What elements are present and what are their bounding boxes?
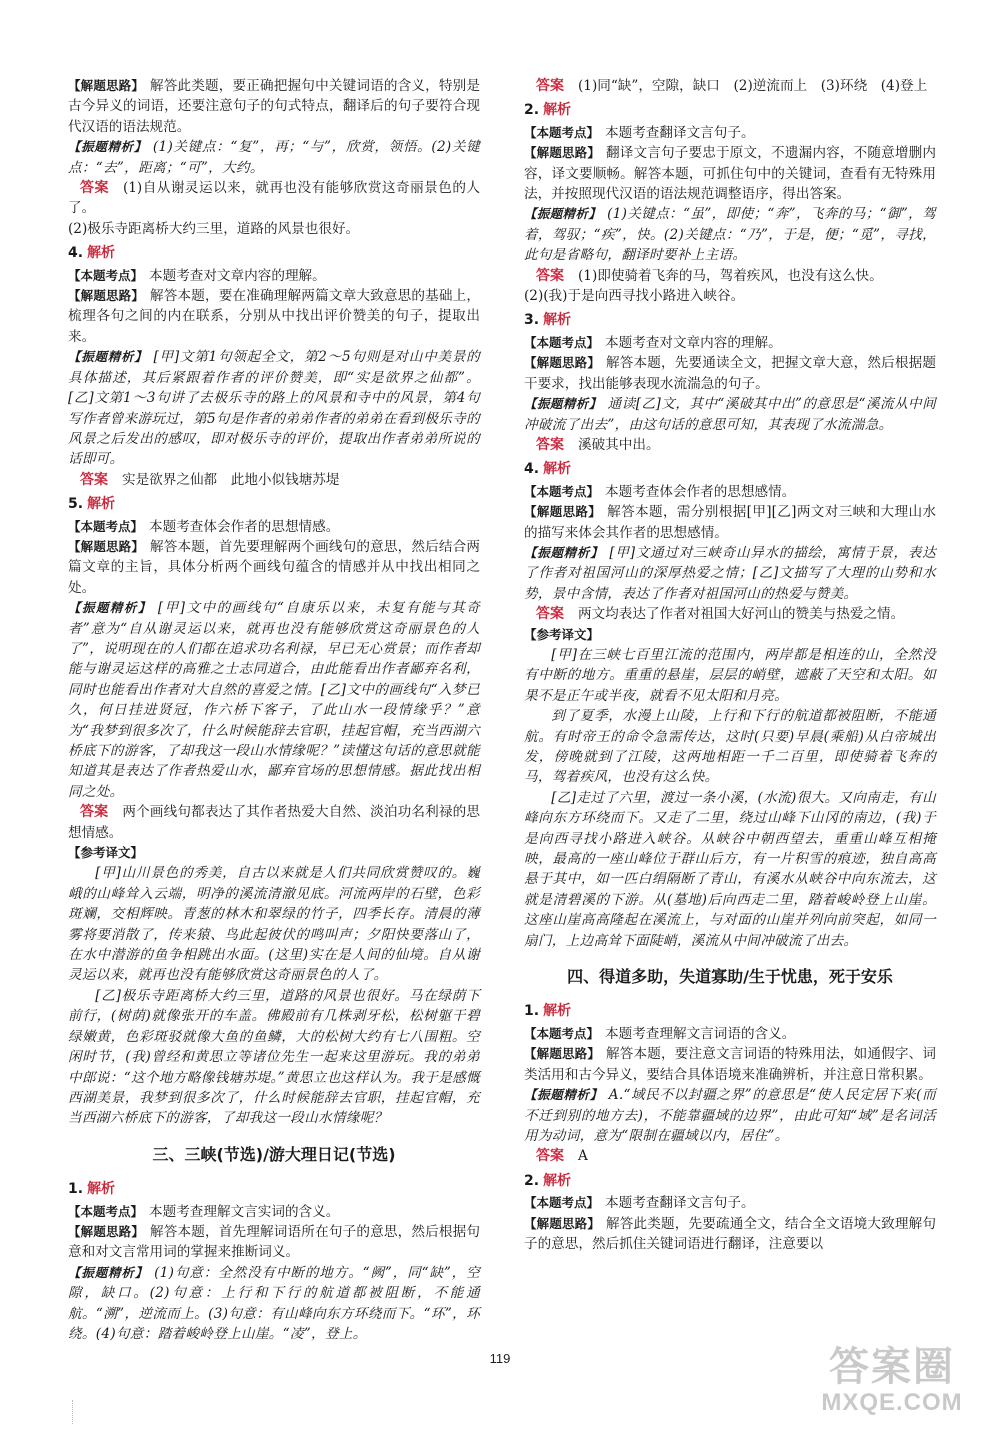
section-paragraph: [524, 482, 936, 502]
section-tag: 【解题思路】: [524, 1046, 600, 1062]
question-number: 3.: [524, 312, 540, 329]
question-number: 4.: [524, 461, 540, 478]
section-tag: 【解题思路】: [68, 538, 144, 554]
section-paragraph: [524, 1024, 936, 1044]
section-tag: 【振题精析】: [524, 1087, 603, 1103]
analysis-paragraph: [68, 137, 480, 178]
watermark-top: 答案圈: [829, 1344, 955, 1390]
answer-paragraph: [524, 266, 936, 286]
section-tag: 【振题精析】: [68, 600, 152, 616]
section-text: [甲]文通过对三峡奇山异水的描绘，寓情于景，表达了作者对祖国河山的深厚热爱之情；[乙]文描写了大理的山势和水势，景中含情，表达了作者对祖国河山的热爱与赞美。: [524, 544, 936, 602]
section-text: 本题考查理解文言实词的含义。: [149, 1203, 340, 1220]
question-number: 2.: [524, 102, 540, 119]
section-tag: 【解题思路】: [68, 288, 144, 304]
answer-label: 答案: [80, 180, 109, 197]
section-paragraph: [524, 353, 936, 394]
section-tag: 【本题考点】: [524, 1025, 600, 1041]
section-tag: 【解题思路】: [524, 355, 600, 371]
section-text: 解答本题，需分别根据[甲][乙]两文对三峡和大理山水的描写来体会其作者的思想感情。: [524, 504, 936, 541]
analysis-paragraph: [524, 543, 936, 604]
section-tag: 【振题精析】: [524, 206, 602, 222]
answer-paragraph: [524, 76, 936, 96]
analysis-label: 解析: [87, 245, 116, 262]
section-paragraph: [524, 333, 936, 353]
section-tag: 【解题思路】: [524, 1215, 600, 1231]
answer-paragraph: [524, 1146, 936, 1166]
translation-tag: 【参考译文】: [68, 845, 144, 861]
answer-text: (1)同“缺”，空隙，缺口 (2)逆流而上 (3)环绕 (4)登上: [578, 78, 928, 94]
question-heading: [524, 1171, 936, 1191]
answer-paragraph: [68, 178, 480, 219]
section-text: 本题考查理解文言词语的含义。: [605, 1025, 796, 1042]
section-tag: 【振题精析】: [524, 544, 604, 560]
section-text: 解答此类题，要正确把握句中关键词语的含义，特别是古今异义的词语，还要注意句子的句式特点，翻译后的句子要符合现代汉语的语法规范。: [68, 78, 480, 135]
question-heading: [68, 243, 480, 263]
answer-text: 两文均表达了作者对祖国大好河山的赞美与热爱之情。: [578, 606, 905, 623]
section-paragraph: [524, 123, 936, 143]
question-number: 4.: [68, 245, 84, 262]
translation-paragraph: [乙]走过了六里，渡过一条小溪，(水流)很大。又向南走，有山峰向东方环绕而下。又走了二里，绕过山峰下山冈的南边，(我)于是向西寻找小路进入峡谷。从峡谷中朝西望去，重重山峰互相掩映，最高的一座山峰位于群山后方，有一片积雪的痕迹，独自高高悬于其中，如一匹白绢隔断了青山，有溪水从峡谷中向东流去，这就是清碧溪的下游。从(墓地)后向西走二里，踏着峻岭登上山崖。这座山崖高高隆起在溪流上，与对面的山崖并列向前突起，如同一扇门，上边高耸下面陡峭，溪流从中间冲破流了出去。: [524, 789, 936, 949]
question-heading: [524, 310, 936, 330]
section-paragraph: [68, 286, 480, 347]
section-paragraph: [68, 537, 480, 598]
answer-label: 答案: [536, 1148, 564, 1165]
answer-text: (1)即使骑着飞奔的马，驾着疾风，也没有这么快。: [578, 267, 883, 284]
question-heading: [524, 100, 936, 120]
section-text: [甲]文中的画线句“自康乐以来，未复有能与其奇者”意为“自从谢灵运以来，就再也没有能够欣赏这奇丽景色的人了”，说明现在的人们都在追求功名利禄，早已无心赏景；而作者却能与谢灵运这样的高雅之士志同道合，由此能看出作者鄙弃名利，同时也能看出作者对大自然的喜爱之情。[乙]文中的画线句“入梦已久，何日挂进贤冠，作六桥下客子，了此山水一段情缘乎？”意为“我梦到很多次了，什么时候能辞去官职，挂起官帽，充当西湖六桥底下的游客，了却我这一段山水情缘呢？”读懂这句话的意思就能知道其是表达了作者热爱山水，鄙弃官场的思想情感。据此找出相同之处。: [68, 600, 480, 800]
analysis-label: 解析: [543, 461, 572, 478]
section-paragraph: [68, 1202, 480, 1222]
analysis-label: 解析: [543, 102, 572, 119]
section-tag: 【振题精析】: [68, 1264, 149, 1280]
section-text: 解答本题，要在准确理解两篇文章大致意思的基础上，梳理各句之间的内在联系，分别从中找出评价赞美的句子，提取出来。: [68, 288, 480, 345]
section-text: 解答本题，先要通读全文，把握文章大意，然后根据题干要求，找出能够表现水流湍急的句子。: [524, 355, 936, 392]
section-paragraph: [524, 143, 936, 204]
section-text: 本题考查体会作者的思想情感。: [149, 518, 340, 535]
analysis-label: 解析: [87, 1181, 116, 1198]
section-text: 解答此类题，先要疏通全文，结合全文语境大致理解句子的意思，然后抓住关键词语进行翻译，注意要以: [524, 1215, 936, 1252]
section-tag: 【本题考点】: [524, 483, 600, 499]
section-text: 解答本题，首先理解词语所在句子的意思，然后根据句意和对文言常用词的掌握来推断词义。: [68, 1223, 480, 1261]
section-paragraph: [68, 76, 480, 137]
section-tag: 【本题考点】: [68, 267, 144, 283]
section-paragraph: [68, 517, 480, 537]
answer-label: 答案: [80, 471, 108, 488]
section-text: A.“域民不以封疆之界”的意思是“使人民定居下来(而不迁到别的地方去)，不能靠疆域的边界”，由此可知“域”是名词活用为动词，意为“限制在疆域以内，居住”。: [524, 1087, 936, 1144]
answer-label: 答案: [536, 78, 564, 94]
section-text: 翻译文言句子要忠于原文，不遗漏内容，不随意增删内容，译文要顺畅。解答本题，可抓住句中的关键词，查看有无特殊用法，并按照现代汉语的语法规范调整语序，得出答案。: [524, 145, 936, 203]
section-paragraph: [524, 1214, 936, 1255]
section-paragraph: [68, 1222, 480, 1263]
section-tag: 【振题精析】: [68, 139, 147, 155]
translation-heading: [68, 843, 480, 863]
section-text: 本题考查对文章内容的理解。: [149, 267, 326, 284]
translation-tag: 【参考译文】: [524, 626, 600, 642]
translation-paragraph: [甲]山川景色的秀美，自古以来就是人们共同欣赏赞叹的。巍峨的山峰耸入云端，明净的溪流清澈见底。河流两岸的石壁，色彩斑斓，交相辉映。青葱的林木和翠绿的竹子，四季长存。清晨的薄雾将要消散了，传来猿、鸟此起彼伏的鸣叫声；夕阳快要落山了，在水中潜游的鱼争相跳出水面。(这里)实在是人间的仙境。自从谢灵运以来，就再也没有能够欣赏这奇丽景色的人了。: [68, 865, 480, 984]
section-paragraph: [524, 1044, 936, 1085]
answer-continuation: (2)极乐寺距离桥大约三里，道路的风景也很好。: [68, 220, 360, 237]
answer-text: 两个画线句都表达了其作者热爱大自然、淡泊功名利禄的思想情感。: [68, 804, 481, 841]
answer-continuation: (2)(我)于是向西寻找小路进入峡谷。: [524, 288, 745, 305]
answer-label: 答案: [536, 606, 564, 623]
section-tag: 【本题考点】: [524, 334, 600, 350]
answer-text: A: [578, 1148, 588, 1165]
translation-paragraph: [甲]在三峡七百里江流的范围内，两岸都是相连的山，全然没有中断的地方。重重的悬崖，层层的峭壁，遮蔽了天空和太阳。如果不是正午或半夜，就看不见太阳和月亮。: [524, 646, 936, 704]
section-text: 本题考查对文章内容的理解。: [605, 334, 782, 351]
section-tag: 【解题思路】: [524, 504, 602, 520]
page-number: 119: [489, 1351, 511, 1366]
section-tag: 【振题精析】: [524, 396, 602, 412]
question-heading: [68, 494, 480, 514]
section-text: 本题考查体会作者的思想感情。: [605, 483, 796, 500]
analysis-paragraph: [524, 204, 936, 265]
answer-label: 答案: [536, 267, 564, 284]
analysis-paragraph: [524, 1085, 936, 1146]
answer-text: 溪破其中出。: [578, 436, 660, 453]
right-column: [524, 76, 936, 1254]
section-tag: 【本题考点】: [68, 518, 144, 534]
section-text: 本题考查翻译文言句子。: [605, 1195, 755, 1212]
chapter-title: 三、三峡(节选)/游大理日记(节选): [152, 1144, 396, 1164]
section-text: 解答本题，要注意文言词语的特殊用法，如通假字、词类活用和古今异义，要结合具体语境来准确辨析，并注意日常积累。: [524, 1046, 936, 1083]
section-paragraph: [524, 502, 936, 543]
chapter-title: 四、得道多助，失道寡助/生于忧患，死于安乐: [567, 967, 893, 987]
question-number: 1.: [68, 1181, 84, 1198]
question-heading: [524, 1001, 936, 1021]
translation-heading: [524, 625, 936, 645]
section-text: (1)关键点：“复”，再；“与”，欣赏，领悟。(2)关键点：“去”，距离；“可”，大约。: [68, 139, 480, 176]
answer-label: 答案: [536, 436, 564, 453]
analysis-label: 解析: [543, 312, 572, 329]
question-heading: [524, 459, 936, 479]
question-heading: [68, 1179, 480, 1199]
section-text: 解答本题，首先要理解两个画线句的意思，然后结合两篇文章的主旨，具体分析两个画线句蕴含的情感并从中找出相同之处。: [68, 538, 480, 596]
analysis-paragraph: [68, 347, 480, 469]
section-text: 本题考查翻译文言句子。: [605, 124, 755, 141]
section-paragraph: [68, 266, 480, 286]
answer-paragraph: [68, 470, 480, 490]
section-tag: 【解题思路】: [524, 145, 600, 161]
analysis-paragraph: [524, 394, 936, 435]
analysis-paragraph: [68, 1263, 480, 1345]
binding-mark: [72, 1400, 74, 1424]
left-column: [68, 76, 480, 1344]
section-paragraph: [524, 1193, 936, 1213]
section-tag: 【本题考点】: [524, 1195, 600, 1211]
answer-text: (1)自从谢灵运以来，就再也没有能够欣赏这奇丽景色的人了。: [68, 180, 480, 217]
answer-label: 答案: [80, 804, 109, 821]
section-tag: 【本题考点】: [68, 1203, 144, 1219]
analysis-label: 解析: [543, 1003, 572, 1020]
section-tag: 【振题精析】: [68, 349, 148, 365]
section-text: 通读[乙]文，其中“溪破其中出”的意思是“溪流从中间冲破流了出去”，由这句话的意思可知，其表现了水流湍急。: [524, 396, 936, 433]
watermark-bottom: MXQE.COM: [821, 1389, 963, 1416]
answer-paragraph: [524, 604, 936, 624]
analysis-label: 解析: [543, 1172, 572, 1189]
section-tag: 【解题思路】: [68, 78, 144, 93]
question-number: 5.: [68, 496, 84, 513]
translation-paragraph: 到了夏季，水漫上山陵，上行和下行的航道都被阻断，不能通航。有时帝王的命令急需传达，这时(只要)早晨(乘船)从白帝城出发，傍晚就到了江陵，这两地相距一千二百里，即使骑着飞奔的马，驾着疾风，也没有这么快。: [524, 708, 936, 786]
watermark-logo: [806, 1344, 978, 1420]
question-number: 2.: [524, 1172, 540, 1189]
answer-paragraph: [68, 802, 480, 843]
answer-text: 实是欲界之仙都 此地小似钱塘苏堤: [122, 471, 340, 488]
section-tag: 【解题思路】: [68, 1223, 144, 1239]
section-tag: 【本题考点】: [524, 124, 600, 140]
analysis-paragraph: [68, 598, 480, 802]
section-text: (1)句意：全然没有中断的地方。“阙”，同“缺”，空隙，缺口。(2)句意：上行和下行的航道都被阻断，不能通航。“溯”，逆流而上。(3)句意：有山峰向东方环绕而下。“环”，环绕。(4)句意：踏着峻岭登上山崖。“凌”，登上。: [68, 1264, 480, 1342]
section-text: [甲]文第1句领起全文，第2～5句则是对山中美景的具体描述，其后紧跟着作者的评价赞美，即“实是欲界之仙都”。[乙]文第1～3句讲了去极乐寺的路上的风景和寺中的风景，第4句写作者曾来游玩过，第5句是作者的弟弟作者的弟弟在看到极乐寺的风景之后发出的感叹，即对极乐寺的评价，提取出作者弟弟所说的话即可。: [68, 349, 480, 468]
answer-paragraph: [524, 435, 936, 455]
analysis-label: 解析: [87, 496, 116, 513]
section-text: (1)关键点：“虽”，即使；“奔”，飞奔的马；“御”，驾着，驾驭；“疾”，快。(2)关键点：“乃”，于是，便；“觅”，寻找，此句是省略句，翻译时要补上主语。: [524, 206, 936, 264]
question-number: 1.: [524, 1003, 540, 1020]
translation-paragraph: [乙]极乐寺距离桥大约三里，道路的风景也很好。马在绿荫下前行，(树荫)就像张开的车盖。佛殿前有几株剥牙松，松树躯干碧绿嫩黄，色彩斑驳就像大鱼的鱼鳞，大的松树大约有七八围粗。空闲时节，(我)曾经和黄思立等诸位先生一起来这里游玩。我的弟弟中郎说：“这个地方略像钱塘苏堤。”黄思立也这样认为。我于是感慨西湖美景，我梦到很多次了，什么时候能辞去官职，挂起官帽，充当西湖六桥底下的游客，了却我这一段山水情缘呢？: [68, 987, 480, 1127]
